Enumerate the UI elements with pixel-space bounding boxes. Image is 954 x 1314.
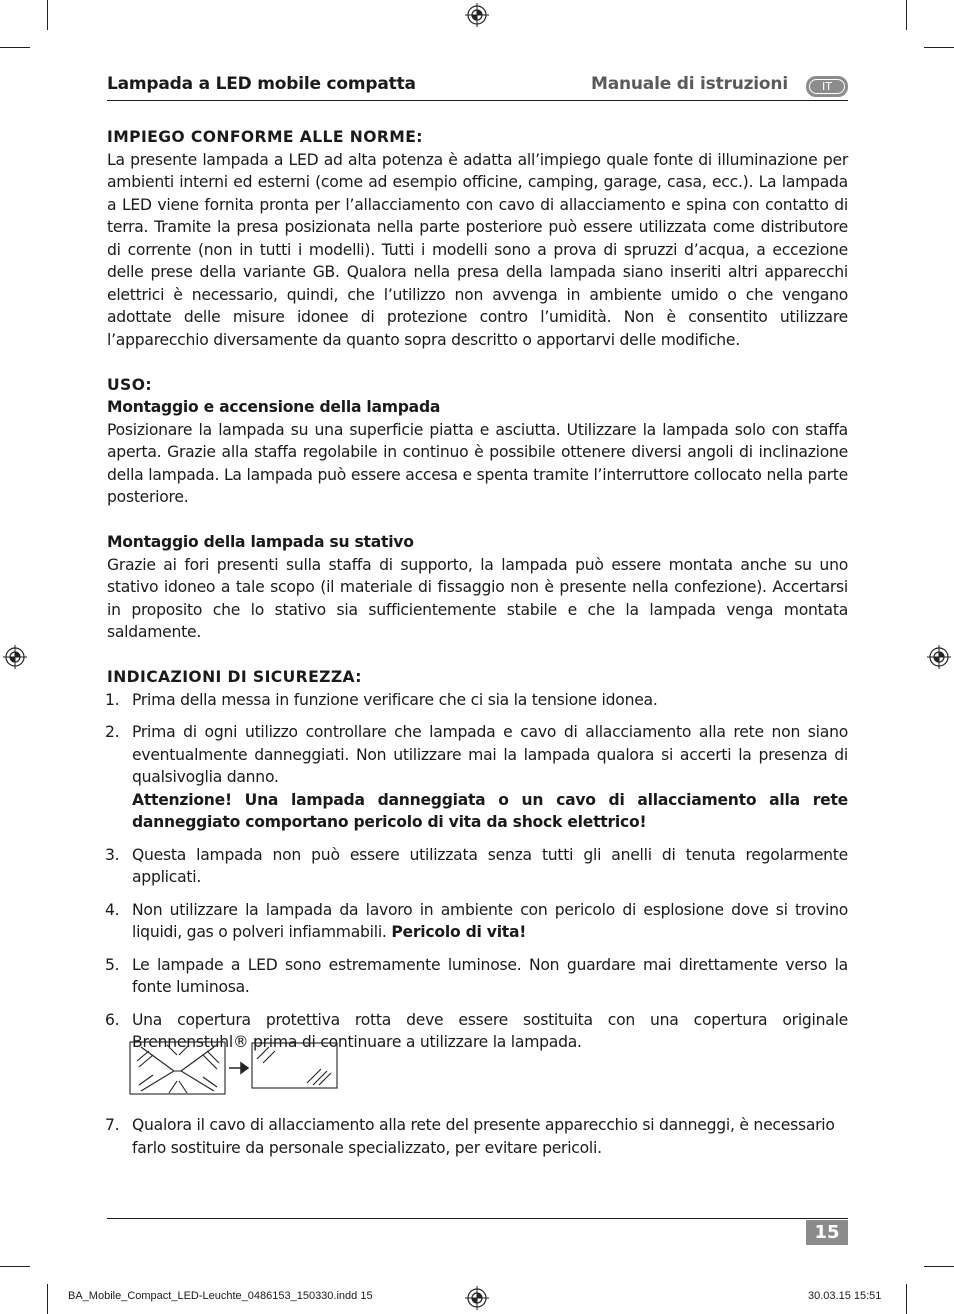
broken-cover-icon: [130, 1042, 225, 1094]
subheading-assembly: Montaggio e accensione della lampada: [107, 398, 441, 416]
page-content: [107, 126, 848, 1064]
cover-replacement-illustration: [129, 1041, 339, 1097]
subheading-tripod: Montaggio della lampada su stativo: [107, 533, 414, 551]
new-cover-icon: [252, 1043, 337, 1088]
section-heading-safety: INDICAZIONI DI SICUREZZA:: [107, 668, 362, 686]
tripod-text: Grazie ai fori presenti sulla staffa di supporto, la lampada può essere montata anche su uno stativo idoneo a tale scopo (il materiale di fissaggio non è presente nella confezione). Accertarsi in proposito che lo stativo sia sufficientemente stabile e che la lampada venga montata saldamente.: [107, 555, 848, 641]
safety-item: 2. Prima di ogni utilizzo controllare che lampada e cavo di allacciamento alla rete non siano eventualmente danneggiati. Non utilizzare mai la lampada qualora si accerti la presenza di qualsivoglia danno. Attenzione! Una lampada danneggiata o un cavo di allacciamento alla rete danneggiato comportano pericolo di vita da shock elettrico!: [107, 721, 848, 834]
registration-mark-icon: [465, 3, 489, 27]
crop-mark: [0, 47, 30, 48]
arrow-right-icon: [229, 1063, 248, 1073]
safety-item: 1. Prima della messa in funzione verificare che ci sia la tensione idonea.: [105, 690, 658, 709]
crop-mark: [924, 47, 954, 48]
crop-mark: [0, 1266, 30, 1267]
crop-mark: [906, 1284, 907, 1314]
registration-mark-icon: [927, 645, 951, 669]
document-title: Lampada a LED mobile compatta: [107, 74, 416, 94]
crop-mark: [924, 1266, 954, 1267]
language-badge: [806, 76, 848, 97]
section-heading-intended-use: IMPIEGO CONFORME ALLE NORME:: [107, 128, 423, 146]
print-date: 30.03.15 15:51: [808, 1290, 882, 1302]
footer-divider: [107, 1218, 848, 1219]
safety-item: 4. Non utilizzare la lampada da lavoro in ambiente con pericolo di esplosione dove si trovino liquidi, gas o polveri infiammabili. Pericolo di vita!: [105, 900, 848, 941]
header-divider: [107, 100, 848, 101]
section-heading-usage: USO:: [107, 375, 152, 394]
file-slug: BA_Mobile_Compact_LED-Leuchte_0486153_150330.indd 15: [68, 1290, 373, 1302]
assembly-text: Posizionare la lampada su una superficie piatta e asciutta. Utilizzare la lampada solo con staffa aperta. Grazie alla staffa regolabile in continuo è possibile ottenere diversi angoli di inclinazione della lampada. La lampada può essere accesa e spenta tramite l’interruttore collocato nella parte posteriore.: [107, 420, 848, 506]
registration-mark-icon: [465, 1286, 489, 1310]
language-code: IT: [809, 79, 845, 94]
safety-list: [107, 689, 848, 1054]
crop-mark: [47, 1284, 48, 1314]
intended-use-text: La presente lampada a LED ad alta potenza è adatta all’impiego quale fonte di illuminazione per ambienti interni ed esterni (come ad esempio officine, camping, garage, casa, ecc.). La lampada a LED viene fornita pronta per l’allacciamento con cavo di allacciamento e spina con contatto di terra. Tramite la presa posizionata nella parte posteriore può essere utilizzata come distributore di corrente (non in tutti i modelli). Tutti i modelli sono a prova di spruzzi d’acqua, a eccezione delle prese della variante GB. Qualora nella presa della lampada siano inseriti altri apparecchi elettrici è necessario, quindi, che l’utilizzo non avvenga in ambiente umido o che vengano adottate delle misure idonee di protezione contro l’umidità. Non è consentito utilizzare l’apparecchio diversamente da quanto sopra descritto o apportarvi delle modifiche.: [107, 150, 848, 349]
crop-mark: [47, 0, 48, 30]
safety-item: 5. Le lampade a LED sono estremamente luminose. Non guardare mai direttamente verso la fonte luminosa.: [105, 955, 848, 996]
manual-label: Manuale di istruzioni: [591, 74, 788, 94]
safety-item: 3. Questa lampada non può essere utilizzata senza tutti gli anelli di tenuta regolarmente applicati.: [105, 845, 848, 886]
safety-item: 6. Una copertura protettiva rotta deve essere sostituita con una copertura originale Brennenstuhl® prima di continuare a utilizzare la lampada.: [105, 1010, 848, 1051]
page-number: 15: [806, 1220, 848, 1245]
registration-mark-icon: [3, 645, 27, 669]
crop-mark: [906, 0, 907, 30]
safety-item-7: 7. Qualora il cavo di allacciamento alla rete del presente apparecchio si danneggi, è necessario farlo sostituire da personale specializzato, per evitare pericoli.: [105, 1116, 835, 1157]
warning-text: Attenzione! Una lampada danneggiata o un cavo di allacciamento alla rete danneggiato comportano pericolo di vita da shock elettrico!: [132, 790, 848, 831]
danger-text: Pericolo di vita!: [391, 923, 527, 941]
